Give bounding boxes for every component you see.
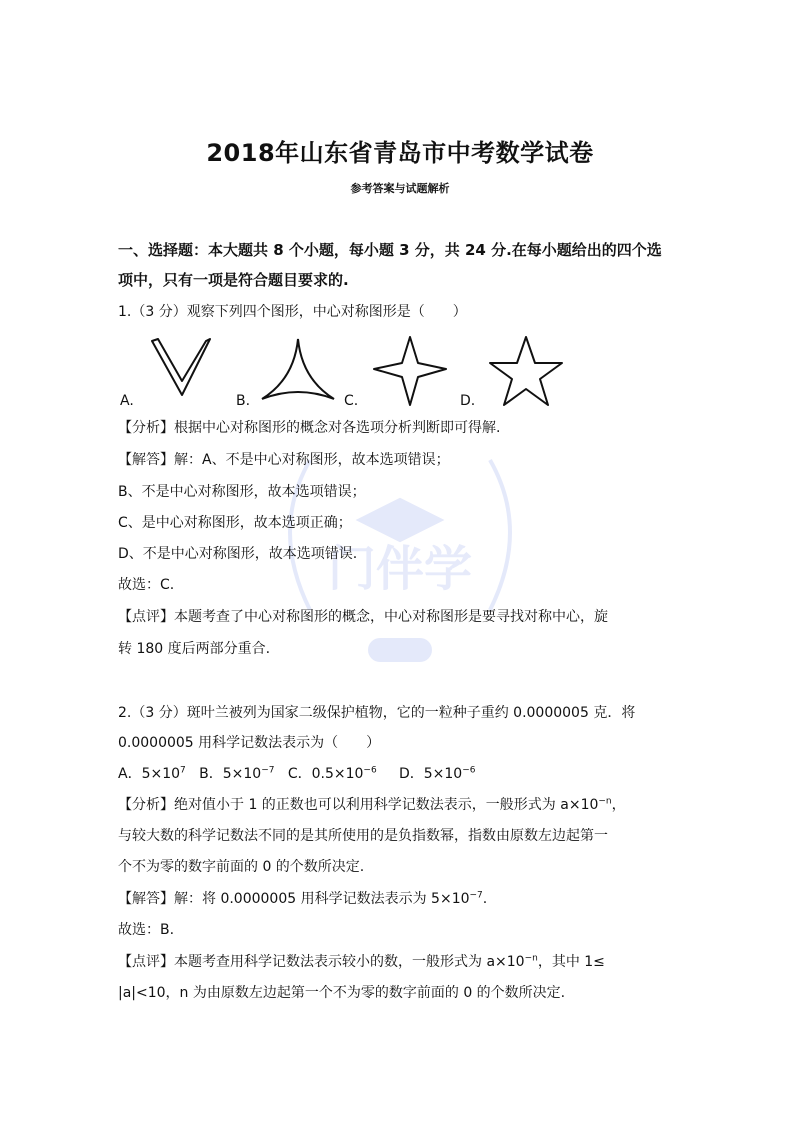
q1-solution-line4: D、不是中心对称图形，故本选项错误. — [118, 546, 358, 562]
v-arrow-icon — [148, 335, 214, 399]
q2-analysis-line1: 【分析】绝对值小于 1 的正数也可以利用科学记数法表示，一般形式为 $a\times 10^{-n}$， — [118, 796, 626, 813]
q1-option-b-label: B. — [236, 393, 251, 409]
q2-comment-line2: |a|<10，n 为由原数左边起第一个不为零的数字前面的 0 的个数所决定. — [118, 985, 566, 1001]
q1-answer: 故选：C. — [118, 577, 175, 593]
q2-options — [118, 764, 475, 784]
four-point-star-icon — [372, 335, 448, 407]
q2-answer: 故选：B. — [118, 922, 175, 938]
curved-triangle-icon — [258, 335, 338, 403]
q1-solution-line1: 【解答】解：A、不是中心对称图形，故本选项错误； — [118, 452, 450, 468]
section-heading-line1: 一、选择题：本大题共 8 个小题，每小题 3 分，共 24 分.在每小题给出的四个选 — [118, 241, 662, 259]
q1-solution-line2: B、不是中心对称图形，故本选项错误； — [118, 484, 366, 500]
document-title: 2018年山东省青岛市中考数学试卷 — [206, 139, 594, 167]
q2-comment-line1: 【点评】本题考查用科学记数法表示较小的数，一般形式为 $a\times 10^{-n}$，其中 1≤ — [118, 953, 605, 970]
q1-option-d-label: D. — [460, 393, 476, 409]
q1-comment-line2: 转 180 度后两部分重合. — [118, 641, 271, 657]
five-point-star-icon — [488, 335, 564, 407]
q1-solution-line3: C、是中心对称图形，故本选项正确； — [118, 515, 352, 531]
q2-stem-line1: 2.（3 分）斑叶兰被列为国家二级保护植物，它的一粒种子重约 0.0000005 克．将 — [118, 705, 636, 721]
q2-option-b: B．$5\times 10^{-7}$ — [199, 765, 275, 782]
q1-figures — [0, 335, 800, 415]
q2-stem-line2: 0.0000005 用科学记数法表示为（ ） — [118, 735, 381, 751]
q2-option-a: A．$5\times 10^7$ — [118, 765, 186, 782]
q2-option-c: C．$0.5\times 10^{-6}$ — [287, 765, 377, 782]
q1-option-a-label: A. — [120, 393, 134, 409]
q1-analysis: 【分析】根据中心对称图形的概念对各选项分析判断即可得解. — [118, 420, 501, 436]
q1-option-c-label: C. — [344, 393, 359, 409]
q2-analysis-line2: 与较大数的科学记数法不同的是其所使用的是负指数幂，指数由原数左边起第一 — [118, 828, 608, 844]
q2-option-d: D．$5\times 10^{-6}$ — [398, 765, 476, 782]
watermark-text: 门伴学 — [327, 541, 473, 597]
q2-analysis-line3: 个不为零的数字前面的 0 的个数所决定. — [118, 859, 365, 875]
document-subtitle: 参考答案与试题解析 — [350, 182, 450, 195]
q2-solution: 【解答】解：将 0.0000005 用科学记数法表示为 $5\times 10^{-7}$. — [118, 890, 488, 907]
q1-comment-line1: 【点评】本题考查了中心对称图形的概念，中心对称图形是要寻找对称中心，旋 — [118, 609, 608, 625]
section-heading-line2: 项中，只有一项是符合题目要求的. — [118, 271, 349, 289]
q1-stem: 1.（3 分）观察下列四个图形，中心对称图形是（ ） — [118, 304, 467, 320]
